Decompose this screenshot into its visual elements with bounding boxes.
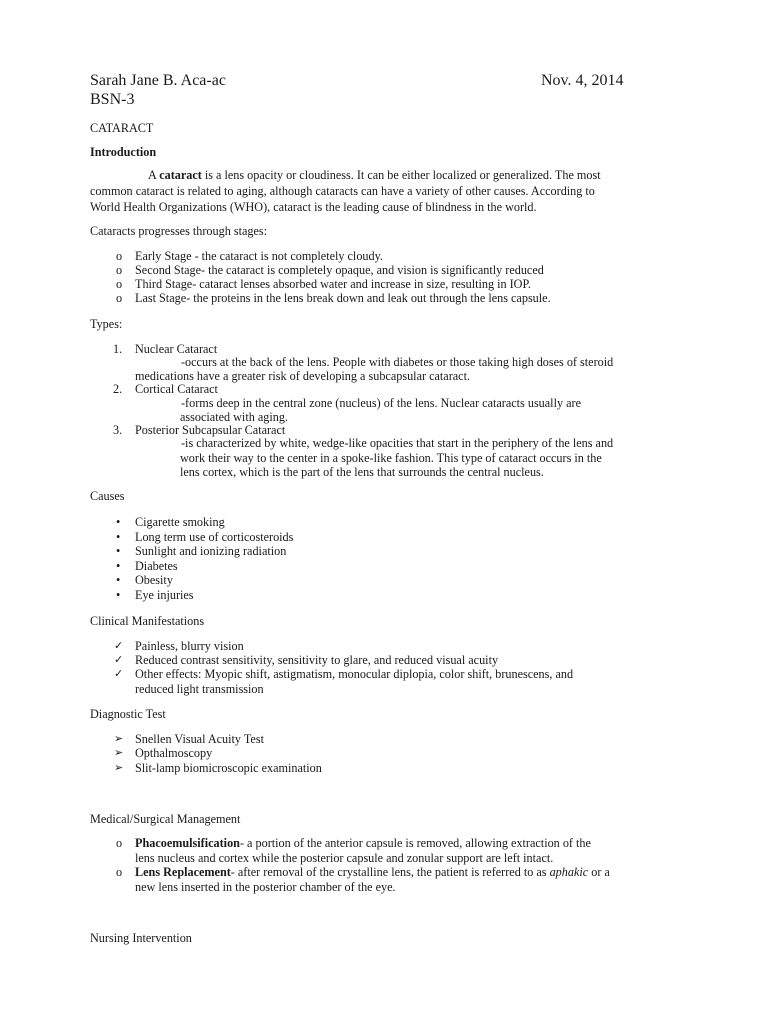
intro-line-3: World Health Organizations (WHO), cataract is the leading cause of blindness in the world.: [90, 200, 537, 214]
list-item: Obesity: [135, 573, 173, 587]
type-description: medications have a greater risk of developing a subcapsular cataract.: [135, 369, 471, 383]
list-item: Snellen Visual Acuity Test: [135, 732, 264, 746]
list-item: Sunlight and ionizing radiation: [135, 544, 287, 558]
bullet-icon: •: [116, 515, 121, 529]
list-item: Diabetes: [135, 559, 178, 573]
intro-line-2: common cataract is related to aging, although cataracts can have a variety of other causes. According to: [90, 184, 595, 198]
list-item: Third Stage- cataract lenses absorbed water and increase in size, resulting in IOP.: [135, 277, 531, 291]
type-name: Cortical Cataract: [135, 382, 218, 396]
list-item: Early Stage - the cataract is not completely cloudy.: [135, 249, 383, 263]
management-item-2: Lens Replacement- after removal of the crystalline lens, the patient is referred to as aphakic or a: [135, 865, 610, 879]
clinical-heading: Clinical Manifestations: [90, 614, 205, 628]
list-marker: o: [116, 291, 123, 305]
bullet-icon: •: [116, 559, 121, 573]
list-item: Opthalmoscopy: [135, 746, 213, 760]
list-marker: o: [116, 249, 123, 263]
type-description: -occurs at the back of the lens. People with diabetes or those taking high doses of steroid: [181, 355, 614, 369]
list-marker: o: [116, 836, 123, 850]
list-item: Long term use of corticosteroids: [135, 530, 294, 544]
type-description: associated with aging.: [180, 410, 288, 424]
bullet-icon: •: [116, 588, 121, 602]
course-label: BSN-3: [90, 91, 135, 108]
list-item: Last Stage- the proteins in the lens break down and leak out through the lens capsule.: [135, 291, 551, 305]
document-date: Nov. 4, 2014: [541, 72, 624, 89]
list-number: 3.: [113, 423, 123, 437]
diagnostic-heading: Diagnostic Test: [90, 707, 166, 721]
arrow-bullet-icon: ➢: [114, 732, 124, 745]
arrow-bullet-icon: ➢: [114, 761, 124, 774]
checkmark-icon: ✓: [114, 667, 124, 680]
list-number: 1.: [113, 342, 123, 356]
list-marker: o: [116, 277, 123, 291]
management-item-1: Phacoemulsification- a portion of the anterior capsule is removed, allowing extraction of the: [135, 836, 591, 850]
list-item: Slit-lamp biomicroscopic examination: [135, 761, 322, 775]
list-item: Painless, blurry vision: [135, 639, 244, 653]
intro-heading: Introduction: [90, 145, 157, 159]
type-description: -forms deep in the central zone (nucleus) of the lens. Nuclear cataracts usually are: [181, 396, 581, 410]
checkmark-icon: ✓: [114, 639, 124, 652]
list-item: Second Stage- the cataract is completely opaque, and vision is significantly reduced: [135, 263, 544, 277]
list-item: Other effects: Myopic shift, astigmatism, monocular diplopia, color shift, brunescens, and: [135, 667, 574, 681]
type-name: Nuclear Cataract: [135, 342, 218, 356]
management-heading: Medical/Surgical Management: [90, 812, 241, 826]
bullet-icon: •: [116, 530, 121, 544]
checkmark-icon: ✓: [114, 653, 124, 666]
stages-heading: Cataracts progresses through stages:: [90, 224, 268, 238]
arrow-bullet-icon: ➢: [114, 746, 124, 759]
list-item: Eye injuries: [135, 588, 194, 602]
type-name: Posterior Subcapsular Cataract: [135, 423, 286, 437]
document-title: CATARACT: [90, 121, 154, 135]
causes-heading: Causes: [90, 489, 125, 503]
bullet-icon: •: [116, 544, 121, 558]
list-marker: o: [116, 263, 123, 277]
type-description: lens cortex, which is the part of the lens that surrounds the central nucleus.: [180, 465, 544, 479]
management-item-1-cont: lens nucleus and cortex while the posterior capsule and zonular support are left intact.: [135, 851, 554, 865]
type-description: -is characterized by white, wedge-like opacities that start in the periphery of the lens and: [181, 436, 614, 450]
nursing-heading: Nursing Intervention: [90, 931, 192, 945]
author-name: Sarah Jane B. Aca-ac: [90, 72, 226, 89]
list-item-continuation: reduced light transmission: [135, 682, 264, 696]
type-description: work their way to the center in a spoke-like fashion. This type of cataract occurs in the: [180, 451, 602, 465]
list-marker: o: [116, 865, 123, 879]
list-item: Reduced contrast sensitivity, sensitivity to glare, and reduced visual acuity: [135, 653, 499, 667]
list-number: 2.: [113, 382, 123, 396]
management-item-2-cont: new lens inserted in the posterior chamber of the eye.: [135, 880, 396, 894]
list-item: Cigarette smoking: [135, 515, 225, 529]
types-heading: Types:: [90, 317, 123, 331]
bullet-icon: •: [116, 573, 121, 587]
intro-line-1: A cataract is a lens opacity or cloudiness. It can be either localized or generalized. The most: [148, 168, 601, 182]
